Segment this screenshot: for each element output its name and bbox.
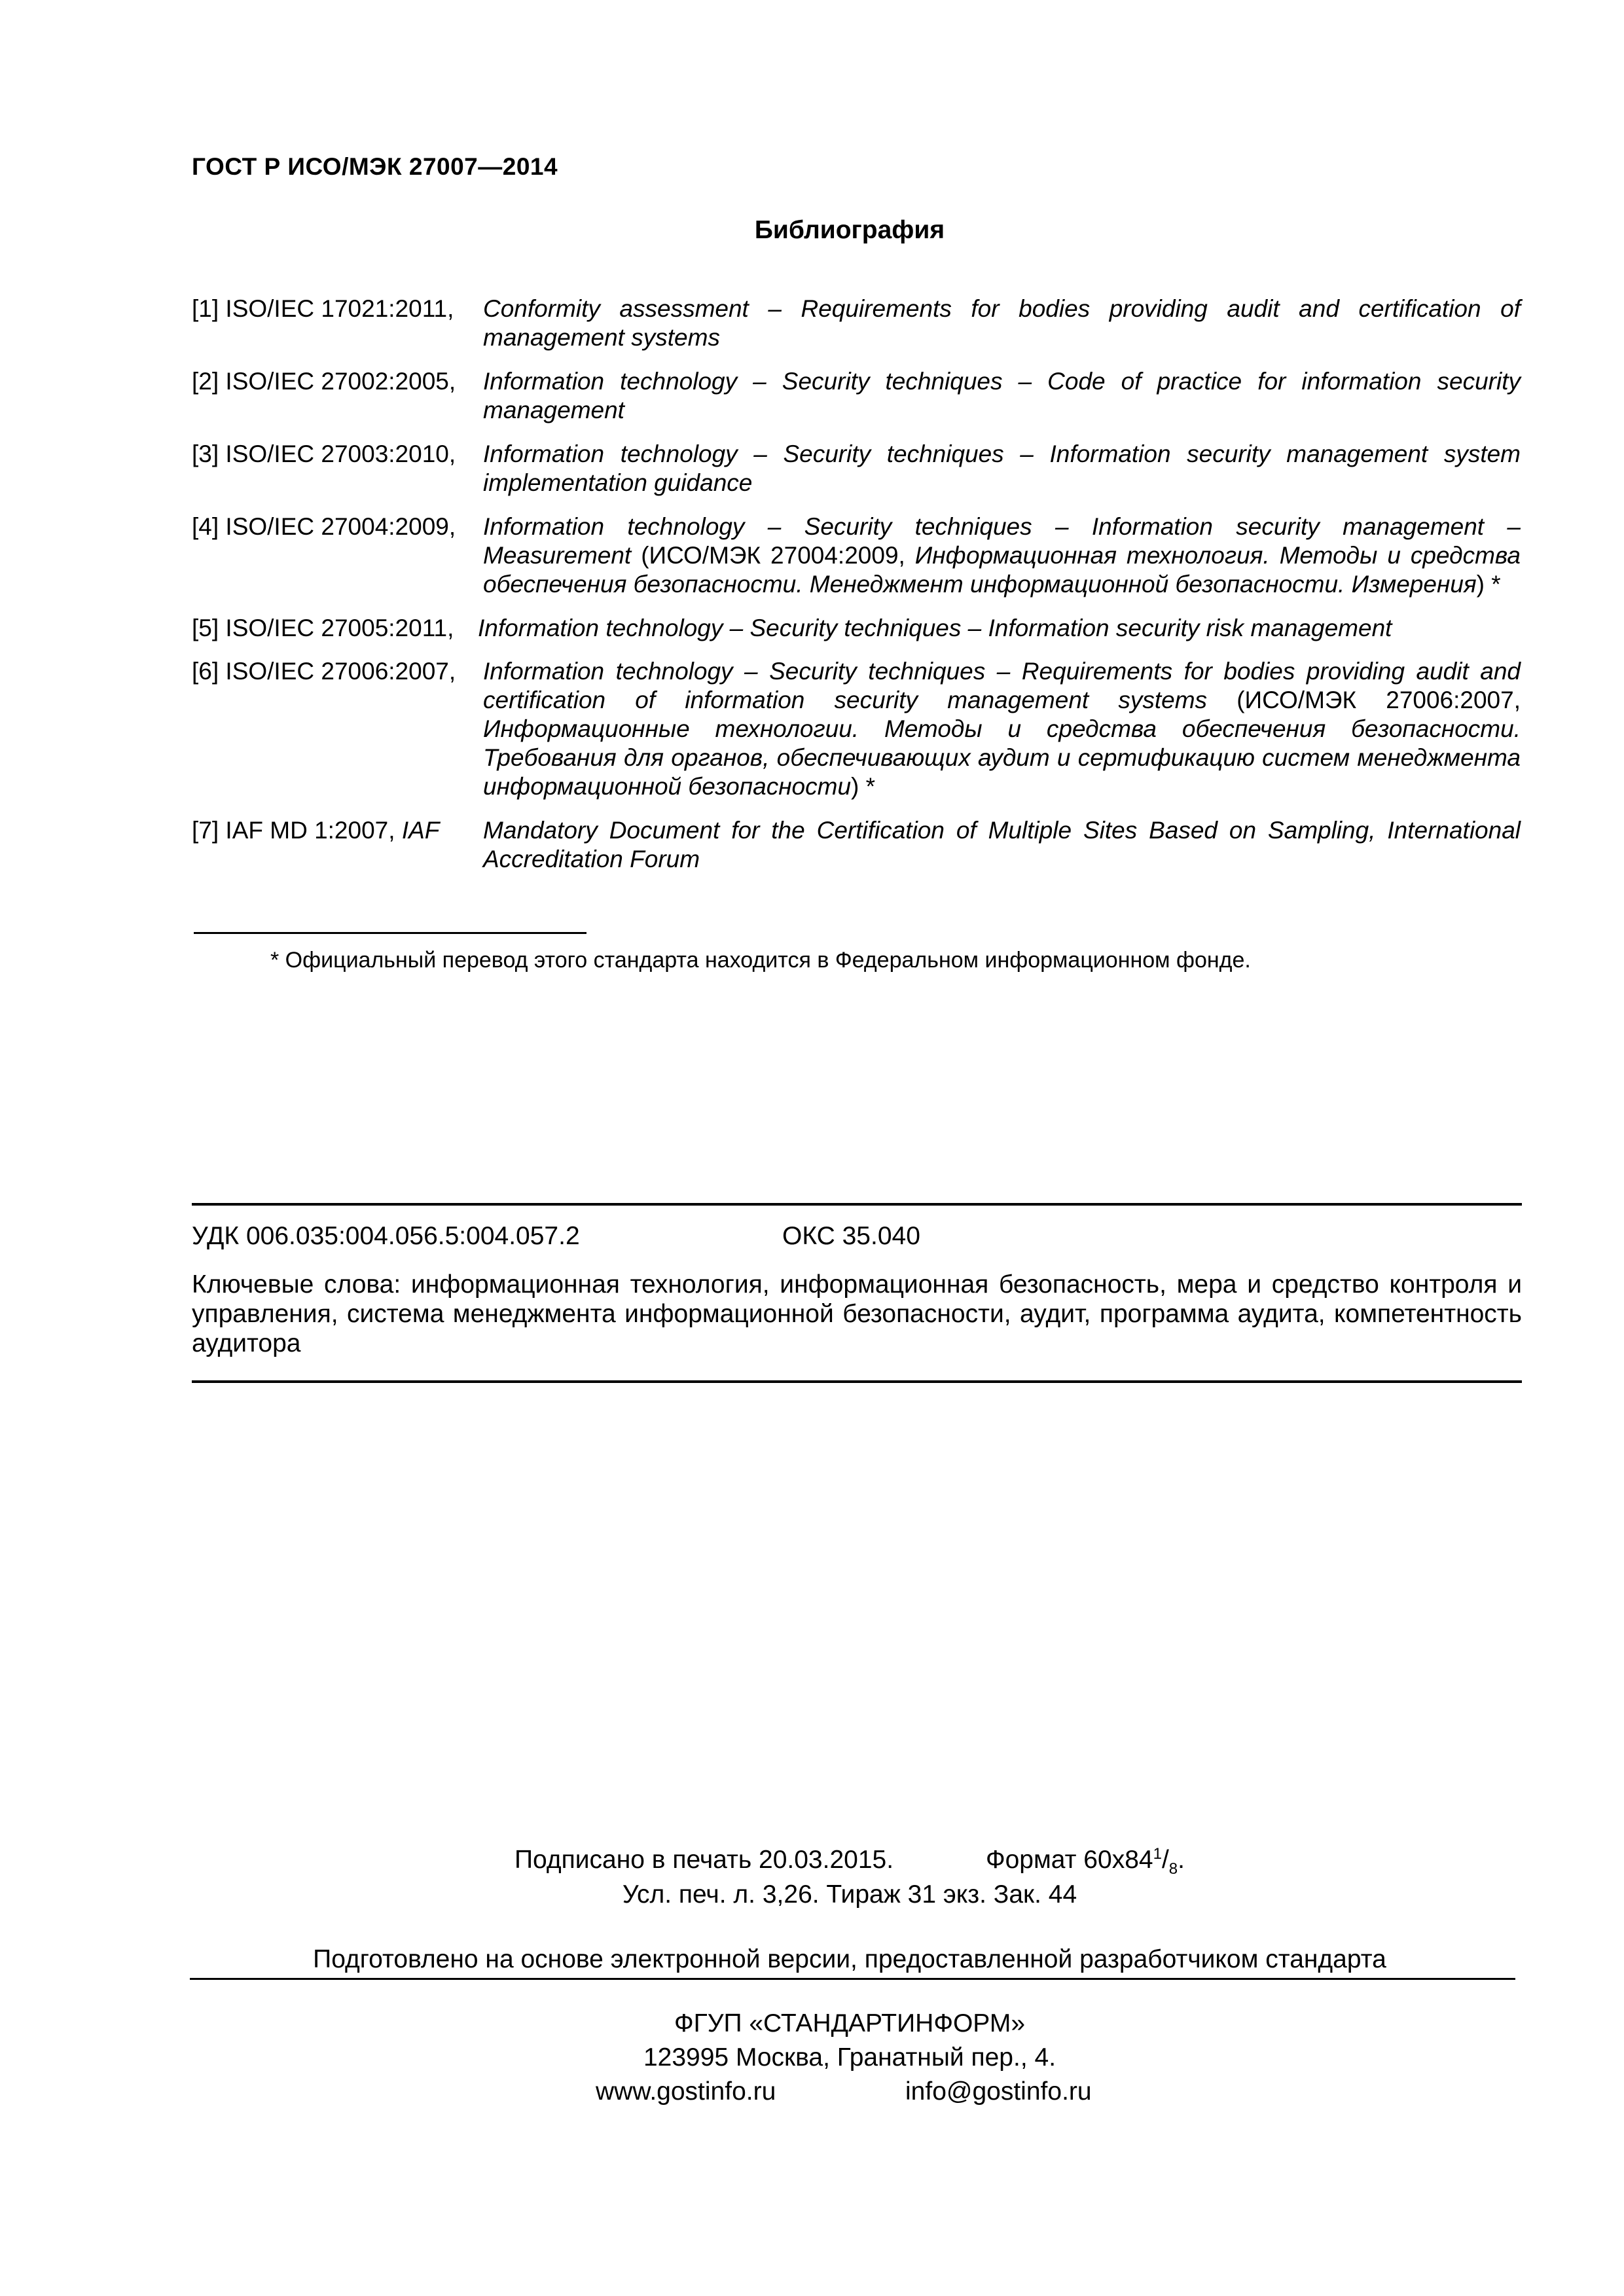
reference-number: [4] ISO/IEC 27004:2009, <box>192 513 456 540</box>
footnote-separator <box>194 932 586 934</box>
publisher-name: ФГУП «СТАНДАРТИНФОРМ» <box>674 2009 1026 2037</box>
reference-number: [5] ISO/IEC 27005:2011, <box>192 615 454 641</box>
divider-bottom <box>192 1380 1522 1383</box>
divider-top <box>192 1203 1522 1206</box>
print-info: Усл. печ. л. 3,26. Тираж 31 экз. Зак. 44 <box>622 1880 1077 1909</box>
reference-text: Information technology – Security techniques – Code of practice for information security management <box>483 368 1521 423</box>
reference-number: [3] ISO/IEC 27003:2010, <box>192 440 456 467</box>
reference-text: Mandatory Document for the Certification of Multiple Sites Based on Sampling, International Accreditation Forum <box>483 817 1521 872</box>
bibliography-title: Библиография <box>754 216 945 244</box>
prepared-note: Подготовлено на основе электронной версии, предоставленной разработчиком стандарта <box>313 1945 1386 1973</box>
publisher-address: 123995 Москва, Гранатный пер., 4. <box>643 2043 1056 2072</box>
reference-text: Information technology – Security techniques – Information security management system implementation guidance <box>483 440 1521 496</box>
oks-code: ОКС 35.040 <box>782 1222 920 1250</box>
reference-number: [6] ISO/IEC 27006:2007, <box>192 658 456 685</box>
document-code-header: ГОСТ Р ИСО/МЭК 27007—2014 <box>192 153 558 180</box>
publisher-website: www.gostinfo.ru <box>596 2077 776 2106</box>
keywords: Ключевые слова: информационная технология, информационная безопасность, мера и средство контроля и управления, система менеджмента информационной безопасности, аудит, программа аудита, компетентность аудитора <box>192 1270 1522 1357</box>
udk-code: УДК 006.035:004.056.5:004.057.2 <box>192 1222 580 1250</box>
reference-text: Information technology – Security techniques – Information security risk management <box>478 615 1392 641</box>
prepared-divider <box>190 1978 1515 1980</box>
reference-text: Information technology – Security techniques – Information security management – Measurement (ИСО/МЭК 27004:2009, Информационная технология. Методы и средства обеспечения безопасности. Менеджмент информационной безопасности. Измерения) * <box>483 513 1521 598</box>
footnote: * Официальный перевод этого стандарта находится в Федеральном информационном фонде. <box>270 948 1251 973</box>
publisher-email: info@gostinfo.ru <box>905 2077 1092 2106</box>
reference-number: [2] ISO/IEC 27002:2005, <box>192 368 456 395</box>
reference-number: [7] IAF MD 1:2007, IAF <box>192 817 440 844</box>
reference-text: Conformity assessment – Requirements for bodies providing audit and certification of management systems <box>483 295 1521 351</box>
reference-text: Information technology – Security techniques – Requirements for bodies providing audit and certification of information security management systems (ИСО/МЭК 27006:2007, Информационные технологии. Методы и средства обеспечения безопасности. Требования для органов, обеспечивающих аудит и сертификацию систем менеджмента информационной безопасности) * <box>483 658 1521 800</box>
print-signed-line: Подписано в печать 20.03.2015. Формат $60x84^1/_8$. <box>514 1845 1185 1878</box>
reference-number: [1] ISO/IEC 17021:2011, <box>192 295 454 322</box>
